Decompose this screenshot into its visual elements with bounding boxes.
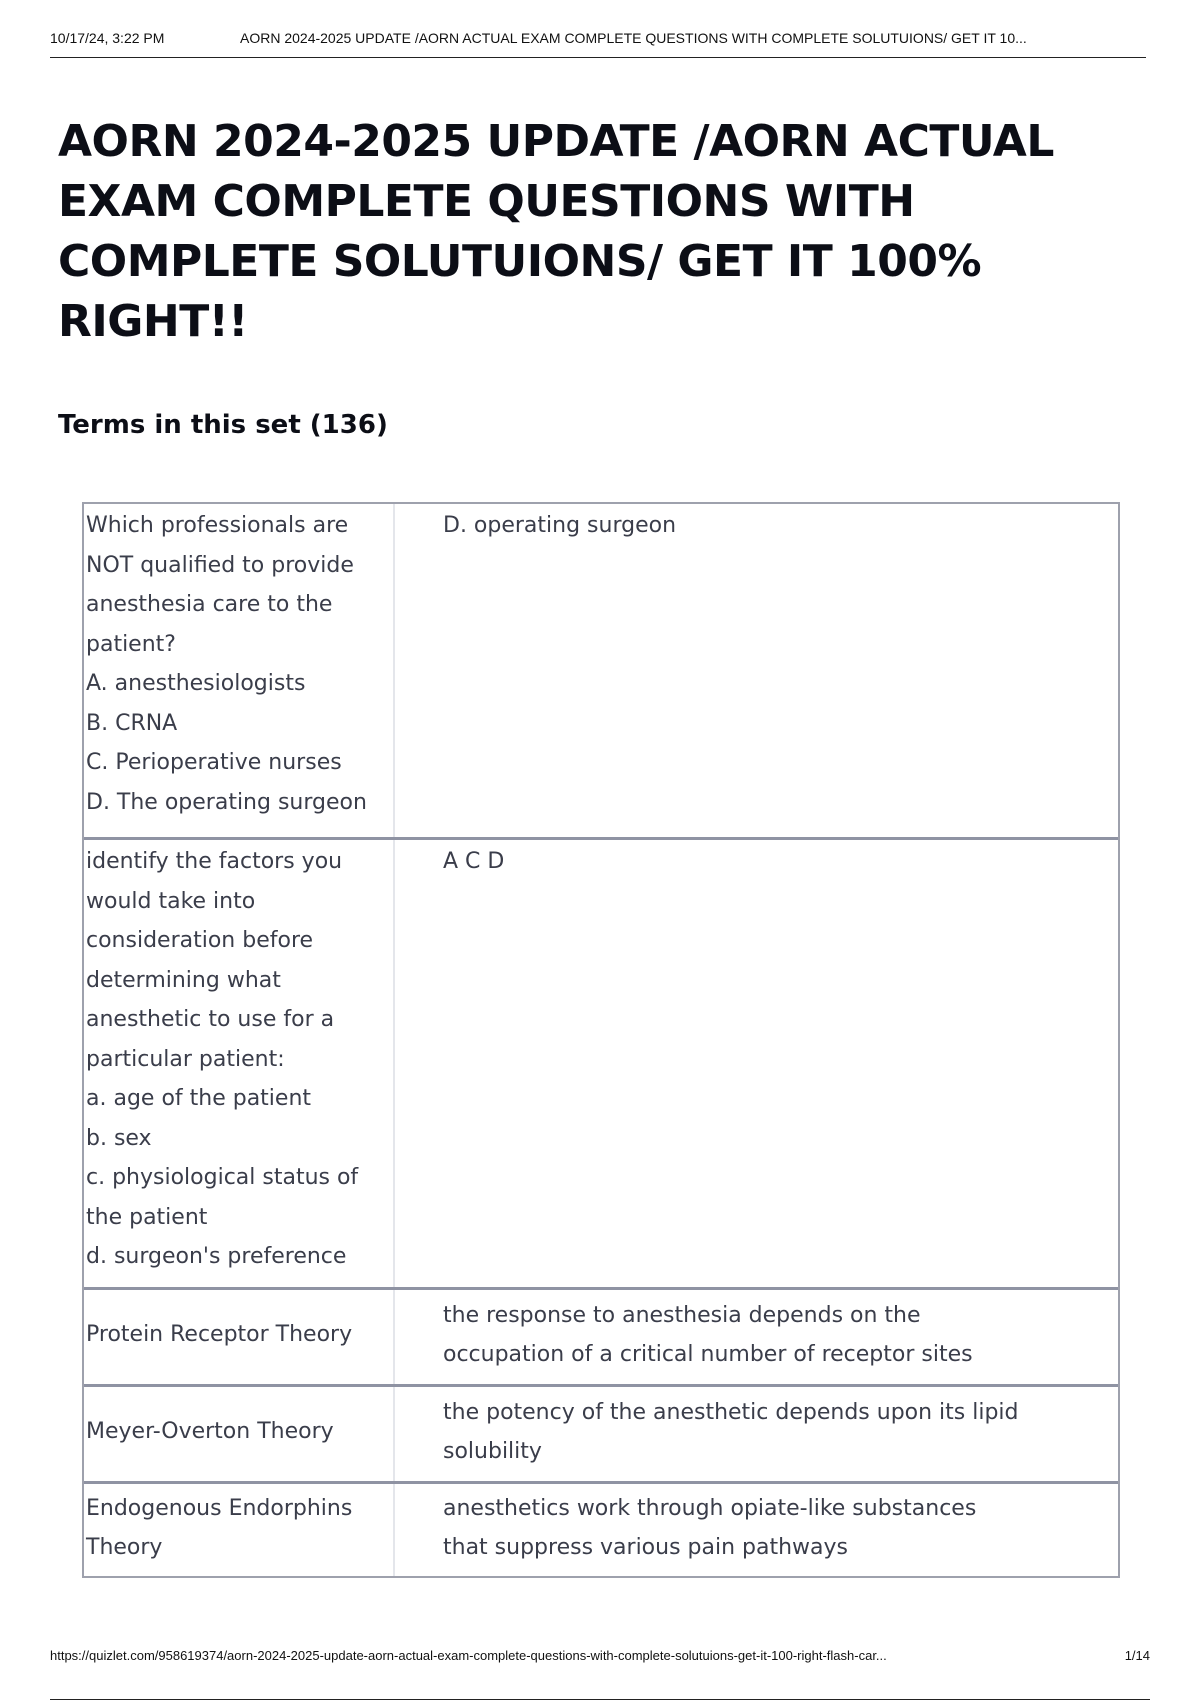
definition-text: the potency of the anesthetic depends upon its lipid solubility bbox=[443, 1399, 1019, 1464]
term-text: identify the factors you would take into consideration before determining what anesthetic to use for a particular patient: a. age of the patient b. sex c. physiological status of the patient d. surgeon's preference bbox=[84, 840, 395, 1287]
terms-table bbox=[82, 502, 1120, 1578]
term-row bbox=[84, 1384, 1118, 1481]
page-title: AORN 2024-2025 UPDATE /AORN ACTUAL EXAM COMPLETE QUESTIONS WITH COMPLETE SOLUTUIONS/ GET IT 100% RIGHT!! bbox=[58, 116, 1054, 347]
definition-text: A C D bbox=[443, 849, 505, 874]
print-datetime: 10/17/24, 3:22 PM bbox=[50, 30, 165, 46]
definition-text: the response to anesthesia depends on the occupation of a critical number of receptor sites bbox=[443, 1302, 973, 1367]
definition-text: anesthetics work through opiate-like substances that suppress various pain pathways bbox=[443, 1495, 977, 1560]
term-text: Meyer-Overton Theory bbox=[84, 1387, 395, 1481]
term-text: Protein Receptor Theory bbox=[84, 1290, 395, 1384]
term-text: Endogenous Endorphins Theory bbox=[84, 1484, 395, 1576]
term-row bbox=[84, 1481, 1118, 1576]
page-url: https://quizlet.com/958619374/aorn-2024-2025-update-aorn-actual-exam-complete-questions-with-complete-solutuions-get-it-100-right-flash-car... bbox=[50, 1648, 887, 1663]
terms-heading: Terms in this set (136) bbox=[58, 410, 388, 440]
print-header bbox=[50, 30, 1146, 58]
term-text: Which professionals are NOT qualified to provide anesthesia care to the patient? A. anesthesiologists B. CRNA C. Perioperative nurses D. The operating surgeon bbox=[84, 504, 395, 837]
print-footer bbox=[50, 1648, 1150, 1700]
print-header-title: AORN 2024-2025 UPDATE /AORN ACTUAL EXAM COMPLETE QUESTIONS WITH COMPLETE SOLUTUIONS/ GET IT 10... bbox=[240, 30, 1027, 46]
term-row bbox=[84, 504, 1118, 837]
page-number: 1/14 bbox=[1124, 1648, 1150, 1663]
term-row bbox=[84, 837, 1118, 1287]
term-row bbox=[84, 1287, 1118, 1384]
definition-text: D. operating surgeon bbox=[443, 513, 677, 538]
